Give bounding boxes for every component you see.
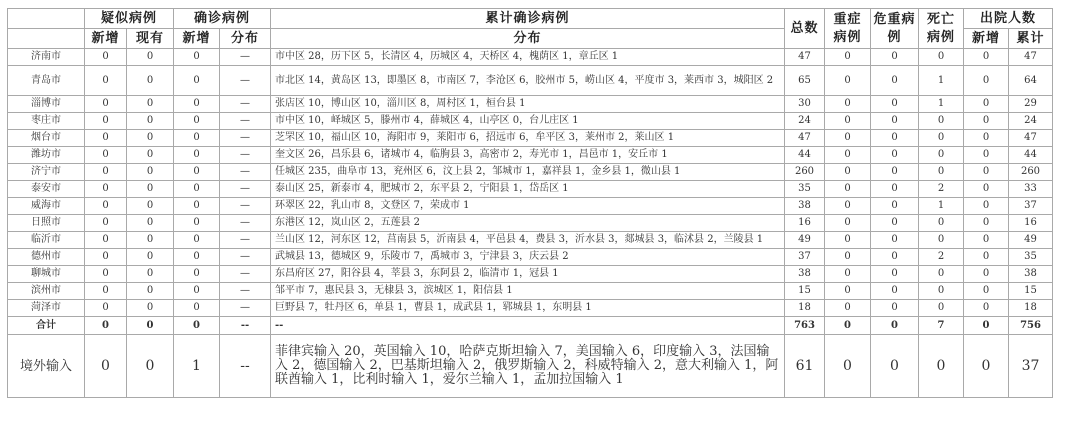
suspected-current: 0: [127, 249, 174, 266]
death-count: 1: [919, 198, 964, 215]
city-name: 济南市: [8, 49, 85, 66]
suspected-new: 0: [85, 300, 127, 317]
suspected-new: 0: [85, 66, 127, 96]
cumulative-total: 15: [785, 283, 825, 300]
severe-count: 0: [825, 283, 871, 300]
suspected-new: 0: [85, 130, 127, 147]
cumulative-total: 61: [785, 335, 825, 398]
cumulative-total: 30: [785, 96, 825, 113]
header-confirmed-new: 新增: [174, 29, 220, 49]
severe-count: 0: [825, 300, 871, 317]
city-name: 日照市: [8, 215, 85, 232]
discharged-cumulative: 33: [1009, 181, 1053, 198]
overseas-row: [8, 335, 1053, 398]
suspected-current: 0: [127, 232, 174, 249]
discharged-new: 0: [964, 147, 1009, 164]
suspected-new: 0: [85, 181, 127, 198]
death-count: 0: [919, 335, 964, 398]
header-discharged-new: 新增: [964, 29, 1009, 49]
severe-count: 0: [825, 198, 871, 215]
cumulative-total: 47: [785, 130, 825, 147]
discharged-new: 0: [964, 215, 1009, 232]
suspected-new: 0: [85, 283, 127, 300]
table-row: [8, 198, 1053, 215]
discharged-cumulative: 24: [1009, 113, 1053, 130]
confirmed-new: 0: [174, 266, 220, 283]
critical-count: 0: [871, 335, 919, 398]
suspected-current: 0: [127, 130, 174, 147]
district-distribution: 泰山区 25，新泰市 4，肥城市 2，东平县 2，宁阳县 1，岱岳区 1: [271, 181, 785, 198]
confirmed-new: 1: [174, 335, 220, 398]
table-row: [8, 283, 1053, 300]
critical-count: 0: [871, 147, 919, 164]
city-name: 潍坊市: [8, 147, 85, 164]
header-suspected-current: 现有: [127, 29, 174, 49]
suspected-current: 0: [127, 300, 174, 317]
confirmed-new: 0: [174, 283, 220, 300]
district-distribution: 芝罘区 10，福山区 10，海阳市 9，莱阳市 6，招远市 6，牟平区 3，莱州市 2，莱山区 1: [271, 130, 785, 147]
city-name: 聊城市: [8, 266, 85, 283]
confirmed-new: 0: [174, 317, 220, 335]
death-count: 0: [919, 300, 964, 317]
city-name: 济宁市: [8, 164, 85, 181]
severe-count: 0: [825, 335, 871, 398]
death-count: 1: [919, 96, 964, 113]
header-severe: 重症病例: [825, 9, 871, 49]
discharged-new: 0: [964, 283, 1009, 300]
death-count: 0: [919, 147, 964, 164]
discharged-new: 0: [964, 335, 1009, 398]
suspected-new: 0: [85, 249, 127, 266]
discharged-new: 0: [964, 66, 1009, 96]
death-count: 0: [919, 130, 964, 147]
city-name: 临沂市: [8, 232, 85, 249]
discharged-new: 0: [964, 266, 1009, 283]
discharged-cumulative: 756: [1009, 317, 1053, 335]
table-row: [8, 300, 1053, 317]
suspected-new: 0: [85, 215, 127, 232]
confirmed-distribution: --: [220, 317, 271, 335]
discharged-cumulative: 64: [1009, 66, 1053, 96]
discharged-cumulative: 47: [1009, 49, 1053, 66]
cumulative-total: 18: [785, 300, 825, 317]
header-suspected-new: 新增: [85, 29, 127, 49]
header-discharged-cumulative: 累计: [1009, 29, 1053, 49]
discharged-new: 0: [964, 164, 1009, 181]
district-distribution: 东昌府区 27，阳谷县 4，莘县 3，东阿县 2，临清市 1，冠县 1: [271, 266, 785, 283]
death-count: 0: [919, 266, 964, 283]
cumulative-total: 49: [785, 232, 825, 249]
severe-count: 0: [825, 249, 871, 266]
suspected-current: 0: [127, 147, 174, 164]
header-blank-2: [8, 29, 85, 49]
header-discharged: 出院人数: [964, 9, 1053, 29]
district-distribution: 巨野县 7，牡丹区 6，单县 1，曹县 1，成武县 1，郓城县 1，东明县 1: [271, 300, 785, 317]
suspected-current: 0: [127, 317, 174, 335]
severe-count: 0: [825, 49, 871, 66]
discharged-cumulative: 38: [1009, 266, 1053, 283]
suspected-current: 0: [127, 96, 174, 113]
cumulative-total: 38: [785, 266, 825, 283]
discharged-new: 0: [964, 198, 1009, 215]
covid-table-container: [7, 8, 1053, 398]
table-row: [8, 113, 1053, 130]
suspected-new: 0: [85, 198, 127, 215]
critical-count: 0: [871, 266, 919, 283]
district-distribution: 市中区 10，峄城区 5，滕州市 4，薛城区 4，山亭区 0，台儿庄区 1: [271, 113, 785, 130]
severe-count: 0: [825, 232, 871, 249]
cumulative-total: 37: [785, 249, 825, 266]
header-confirmed-distribution: 分布: [220, 29, 271, 49]
confirmed-new: 0: [174, 181, 220, 198]
header-row-1: [8, 9, 1053, 29]
table-row: [8, 249, 1053, 266]
city-name: 威海市: [8, 198, 85, 215]
critical-count: 0: [871, 283, 919, 300]
city-name: 境外输入: [8, 335, 85, 398]
critical-count: 0: [871, 164, 919, 181]
severe-count: 0: [825, 130, 871, 147]
city-name: 合计: [8, 317, 85, 335]
confirmed-distribution: —: [220, 164, 271, 181]
severe-count: 0: [825, 147, 871, 164]
confirmed-distribution: —: [220, 66, 271, 96]
city-name: 青岛市: [8, 66, 85, 96]
critical-count: 0: [871, 181, 919, 198]
suspected-new: 0: [85, 335, 127, 398]
header-death: 死亡病例: [919, 9, 964, 49]
critical-count: 0: [871, 232, 919, 249]
header-confirmed: 确诊病例: [174, 9, 271, 29]
header-blank: [8, 9, 85, 29]
critical-count: 0: [871, 215, 919, 232]
death-count: 0: [919, 49, 964, 66]
confirmed-distribution: —: [220, 232, 271, 249]
total-row: [8, 317, 1053, 335]
table-row: [8, 130, 1053, 147]
discharged-cumulative: 35: [1009, 249, 1053, 266]
suspected-new: 0: [85, 317, 127, 335]
cumulative-total: 44: [785, 147, 825, 164]
confirmed-new: 0: [174, 198, 220, 215]
discharged-cumulative: 18: [1009, 300, 1053, 317]
cumulative-total: 260: [785, 164, 825, 181]
discharged-new: 0: [964, 249, 1009, 266]
confirmed-new: 0: [174, 147, 220, 164]
severe-count: 0: [825, 66, 871, 96]
discharged-cumulative: 37: [1009, 335, 1053, 398]
critical-count: 0: [871, 113, 919, 130]
suspected-current: 0: [127, 215, 174, 232]
discharged-cumulative: 29: [1009, 96, 1053, 113]
confirmed-distribution: —: [220, 283, 271, 300]
severe-count: 0: [825, 164, 871, 181]
confirmed-new: 0: [174, 249, 220, 266]
discharged-new: 0: [964, 300, 1009, 317]
district-distribution: 奎文区 26，昌乐县 6，诸城市 4，临朐县 3，高密市 2，寿光市 1，昌邑市 1，安丘市 1: [271, 147, 785, 164]
critical-count: 0: [871, 198, 919, 215]
discharged-new: 0: [964, 232, 1009, 249]
suspected-new: 0: [85, 232, 127, 249]
death-count: 2: [919, 249, 964, 266]
confirmed-distribution: —: [220, 198, 271, 215]
confirmed-distribution: —: [220, 96, 271, 113]
critical-count: 0: [871, 317, 919, 335]
discharged-cumulative: 260: [1009, 164, 1053, 181]
discharged-new: 0: [964, 49, 1009, 66]
confirmed-new: 0: [174, 300, 220, 317]
header-cumulative-distribution: 分布: [271, 29, 785, 49]
death-count: 0: [919, 283, 964, 300]
district-distribution: 兰山区 12，河东区 12，莒南县 5，沂南县 4，平邑县 4，费县 3，沂水县 3，郯城县 3，临沭县 2，兰陵县 1: [271, 232, 785, 249]
covid-cases-table: [7, 8, 1053, 398]
header-cumulative: 累计确诊病例: [271, 9, 785, 29]
discharged-cumulative: 37: [1009, 198, 1053, 215]
confirmed-new: 0: [174, 49, 220, 66]
confirmed-new: 0: [174, 66, 220, 96]
suspected-current: 0: [127, 66, 174, 96]
table-row: [8, 266, 1053, 283]
death-count: 0: [919, 164, 964, 181]
discharged-cumulative: 49: [1009, 232, 1053, 249]
suspected-current: 0: [127, 283, 174, 300]
discharged-cumulative: 16: [1009, 215, 1053, 232]
death-count: 0: [919, 215, 964, 232]
table-body: [8, 49, 1053, 398]
table-row: [8, 215, 1053, 232]
suspected-new: 0: [85, 266, 127, 283]
discharged-new: 0: [964, 317, 1009, 335]
critical-count: 0: [871, 249, 919, 266]
death-count: 7: [919, 317, 964, 335]
cumulative-total: 35: [785, 181, 825, 198]
confirmed-distribution: —: [220, 249, 271, 266]
cumulative-total: 763: [785, 317, 825, 335]
cumulative-total: 16: [785, 215, 825, 232]
cumulative-total: 38: [785, 198, 825, 215]
discharged-new: 0: [964, 130, 1009, 147]
table-row: [8, 49, 1053, 66]
confirmed-new: 0: [174, 215, 220, 232]
city-name: 烟台市: [8, 130, 85, 147]
suspected-current: 0: [127, 266, 174, 283]
table-row: [8, 164, 1053, 181]
cumulative-total: 65: [785, 66, 825, 96]
death-count: 1: [919, 66, 964, 96]
table-row: [8, 232, 1053, 249]
severe-count: 0: [825, 317, 871, 335]
critical-count: 0: [871, 130, 919, 147]
district-distribution: 市中区 28，历下区 5，长清区 4，历城区 4，天桥区 4，槐荫区 1，章丘区 1: [271, 49, 785, 66]
discharged-new: 0: [964, 113, 1009, 130]
table-row: [8, 66, 1053, 96]
district-distribution: 武城县 13，德城区 9，乐陵市 7，禹城市 3，宁津县 3，庆云县 2: [271, 249, 785, 266]
table-row: [8, 181, 1053, 198]
critical-count: 0: [871, 96, 919, 113]
confirmed-distribution: —: [220, 49, 271, 66]
table-row: [8, 147, 1053, 164]
cumulative-total: 24: [785, 113, 825, 130]
critical-count: 0: [871, 49, 919, 66]
confirmed-new: 0: [174, 130, 220, 147]
discharged-cumulative: 15: [1009, 283, 1053, 300]
confirmed-new: 0: [174, 113, 220, 130]
suspected-current: 0: [127, 198, 174, 215]
cumulative-total: 47: [785, 49, 825, 66]
death-count: 0: [919, 232, 964, 249]
district-distribution: 东港区 12，岚山区 2，五莲县 2: [271, 215, 785, 232]
header-suspected: 疑似病例: [85, 9, 174, 29]
discharged-cumulative: 47: [1009, 130, 1053, 147]
suspected-current: 0: [127, 164, 174, 181]
city-name: 滨州市: [8, 283, 85, 300]
confirmed-distribution: --: [220, 335, 271, 398]
severe-count: 0: [825, 181, 871, 198]
discharged-new: 0: [964, 181, 1009, 198]
header-total: 总数: [785, 9, 825, 49]
table-row: [8, 96, 1053, 113]
district-distribution: 邹平市 7，惠民县 3，无棣县 3，滨城区 1，阳信县 1: [271, 283, 785, 300]
suspected-new: 0: [85, 113, 127, 130]
city-name: 淄博市: [8, 96, 85, 113]
suspected-new: 0: [85, 49, 127, 66]
severe-count: 0: [825, 96, 871, 113]
severe-count: 0: [825, 113, 871, 130]
confirmed-distribution: —: [220, 113, 271, 130]
confirmed-distribution: —: [220, 181, 271, 198]
district-distribution: --: [271, 317, 785, 335]
confirmed-distribution: —: [220, 266, 271, 283]
suspected-new: 0: [85, 96, 127, 113]
discharged-cumulative: 44: [1009, 147, 1053, 164]
death-count: 0: [919, 113, 964, 130]
district-distribution: 环翠区 22，乳山市 8，文登区 7，荣成市 1: [271, 198, 785, 215]
confirmed-distribution: —: [220, 300, 271, 317]
city-name: 泰安市: [8, 181, 85, 198]
severe-count: 0: [825, 266, 871, 283]
suspected-current: 0: [127, 335, 174, 398]
critical-count: 0: [871, 300, 919, 317]
suspected-current: 0: [127, 181, 174, 198]
critical-count: 0: [871, 66, 919, 96]
header-critical: 危重病例: [871, 9, 919, 49]
death-count: 2: [919, 181, 964, 198]
suspected-new: 0: [85, 147, 127, 164]
discharged-new: 0: [964, 96, 1009, 113]
suspected-new: 0: [85, 164, 127, 181]
district-distribution: 市北区 14，黄岛区 13，即墨区 8，市南区 7，李沧区 6，胶州市 5，崂山区 4，平度市 3，莱西市 3，城阳区 2: [271, 66, 785, 96]
confirmed-new: 0: [174, 232, 220, 249]
confirmed-distribution: —: [220, 147, 271, 164]
district-distribution: 菲律宾输入 20，英国输入 10，哈萨克斯坦输入 7，美国输入 6，印度输入 3，法国输入 2，德国输入 2，巴基斯坦输入 2，俄罗斯输入 2，科威特输入 2，意大利输入 1，阿联酋输入 1，比利时输入 1，爱尔兰输入 1，孟加拉国输入 1: [271, 335, 785, 398]
confirmed-new: 0: [174, 164, 220, 181]
district-distribution: 张店区 10，博山区 10，淄川区 8，周村区 1，桓台县 1: [271, 96, 785, 113]
district-distribution: 任城区 235，曲阜市 13，兖州区 6，汶上县 2，邹城市 1，嘉祥县 1，金乡县 1，微山县 1: [271, 164, 785, 181]
suspected-current: 0: [127, 49, 174, 66]
city-name: 菏泽市: [8, 300, 85, 317]
suspected-current: 0: [127, 113, 174, 130]
confirmed-distribution: —: [220, 130, 271, 147]
city-name: 枣庄市: [8, 113, 85, 130]
severe-count: 0: [825, 215, 871, 232]
confirmed-new: 0: [174, 96, 220, 113]
confirmed-distribution: —: [220, 215, 271, 232]
city-name: 德州市: [8, 249, 85, 266]
